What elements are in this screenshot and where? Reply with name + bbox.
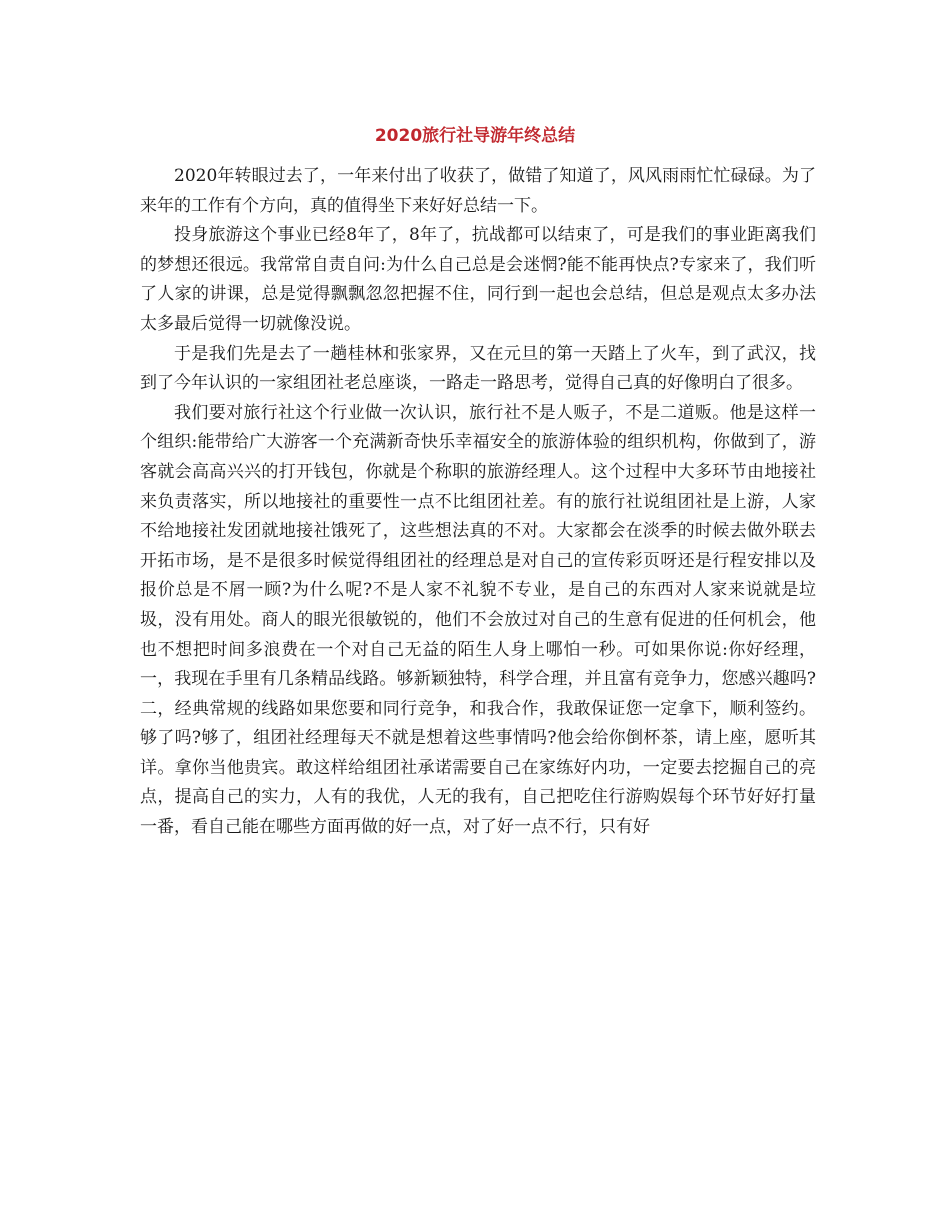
paragraph: 2020年转眼过去了，一年来付出了收获了，做错了知道了，风风雨雨忙忙碌碌。为了来年的工作有个方向，真的值得坐下来好好总结一下。	[140, 166, 816, 216]
paragraph: 我们要对旅行社这个行业做一次认识，旅行社不是人贩子，不是二道贩。他是这样一个组织:能带给广大游客一个充满新奇快乐幸福安全的旅游体验的组织机构，你做到了，游客就会高高兴兴的打开钱包，你就是个称职的旅游经理人。这个过程中大多环节由地接社来负责落实，所以地接社的重要性一点不比组团社差。有的旅行社说组团社是上游，人家不给地接社发团就地接社饿死了，这些想法真的不对。大家都会在淡季的时候去做外联去开拓市场，是不是很多时候觉得组团社的经理总是对自己的宣传彩页呀还是行程安排以及报价总是不屑一顾?为什么呢?不是人家不礼貌不专业，是自己的东西对人家来说就是垃圾，没有用处。商人的眼光很敏锐的，他们不会放过对自己的生意有促进的任何机会，他也不想把时间多浪费在一个对自己无益的陌生人身上哪怕一秒。可如果你说:你好经理，一，我现在手里有几条精品线路。够新颖独特，科学合理，并且富有竞争力，您感兴趣吗?二，经典常规的线路如果您要和同行竞争，和我合作，我敢保证您一定拿下，顺利签约。够了吗?够了，组团社经理每天不就是想着这些事情吗?他会给你倒杯茶，请上座，愿听其详。拿你当他贵宾。敢这样给组团社承诺需要自己在家练好内功，一定要去挖掘自己的亮点，提高自己的实力，人有的我优，人无的我有，自己把吃住行游购娱每个环节好好打量一番，看自己能在哪些方面再做的好一点，对了好一点不行，只有好	[140, 402, 816, 838]
paragraph: 投身旅游这个事业已经8年了，8年了，抗战都可以结束了，可是我们的事业距离我们的梦想还很远。我常常自责自问:为什么自己总是会迷惘?能不能再快点?专家来了，我们听了人家的讲课，总是觉得飘飘忽忽把握不住，同行到一起也会总结，但总是观点太多办法太多最后觉得一切就像没说。	[140, 225, 816, 334]
document-title: 2020旅行社导游年终总结	[374, 126, 576, 146]
paragraph: 于是我们先是去了一趟桂林和张家界，又在元旦的第一天踏上了火车，到了武汉，找到了今年认识的一家组团社老总座谈，一路走一路思考，觉得自己真的好像明白了很多。	[140, 343, 816, 394]
document-body	[140, 162, 816, 843]
